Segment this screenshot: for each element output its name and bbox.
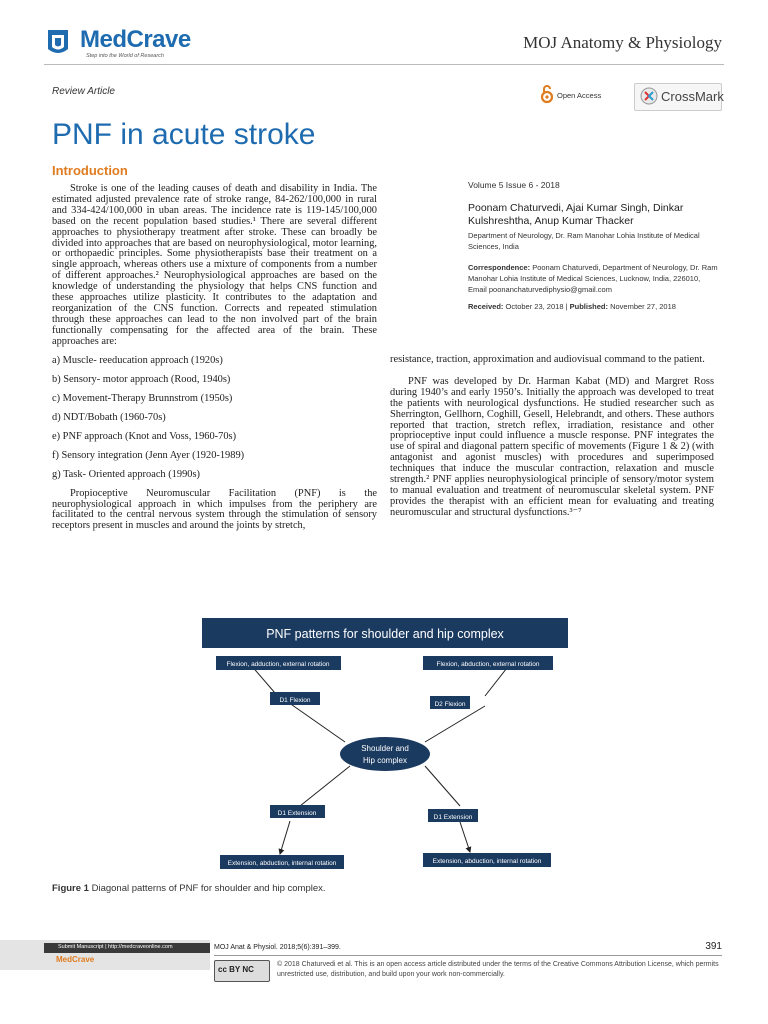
footer-divider <box>214 955 722 956</box>
received-label: Received: <box>468 302 504 311</box>
list-item: g) Task- Oriented approach (1990s) <box>52 468 200 480</box>
authors: Poonam Chaturvedi, Ajai Kumar Singh, Dinkar Kulshreshtha, Anup Kumar Thacker <box>468 202 684 227</box>
list-item: b) Sensory- motor approach (Rood, 1940s) <box>52 373 231 385</box>
article-dates: Received: October 23, 2018 | Published: November 27, 2018 <box>468 302 676 311</box>
arrow <box>460 822 470 852</box>
list-item: f) Sensory integration (Jenn Ayer (1920-1989) <box>52 449 245 461</box>
list-item: a) Muscle- reeducation approach (1920s) <box>52 354 223 366</box>
open-access-icon <box>540 84 554 104</box>
submit-manuscript-link[interactable]: Submit Manuscript | http://medcraveonline.com <box>58 944 173 950</box>
header-divider <box>44 64 724 65</box>
bottom-right-label: Extension, abduction, internal rotation <box>432 858 542 865</box>
volume-issue: Volume 5 Issue 6 - 2018 <box>468 180 560 190</box>
published-label: Published: <box>569 302 608 311</box>
connector <box>425 766 460 806</box>
approaches-list <box>52 356 377 481</box>
page-number: 391 <box>705 941 722 952</box>
list-item: e) PNF approach (Knot and Voss, 1960-70s) <box>52 430 237 442</box>
citation: MOJ Anat & Physiol. 2018;5(6):391‒399. <box>214 944 341 951</box>
logo-name: MedCrave <box>80 26 191 53</box>
d1-flexion-label: D1 Flexion <box>279 697 311 704</box>
intro-paragraph-2: Propioceptive Neuromuscular Facilitation (PNF) is the neurophysiological approach in which impulses from the periphery are facilitated to the central nervous system through the stimulation of sensory receptors present in muscles and around the joints by stretch, <box>52 487 377 532</box>
list-item: c) Movement-Therapy Brunnstrom (1950s) <box>52 392 233 404</box>
top-left-label: Flexion, adduction, external rotation <box>226 661 330 668</box>
published-date: November 27, 2018 <box>610 302 676 311</box>
footer-logo: MedCrave <box>56 955 95 964</box>
license-text: © 2018 Chaturvedi et al. This is an open access article distributed under the terms of the Creative Commons Attribution License, which permits unrestricted use, distribution, and build upon your work non-commercially. <box>277 961 719 978</box>
received-date: October 23, 2018 <box>505 302 564 311</box>
article-type: Review Article <box>52 86 115 97</box>
diagram-title: PNF patterns for shoulder and hip complex <box>266 627 504 641</box>
correspondence-text: Poonam Chaturvedi, Department of Neurology, Dr. Ram Manohar Lohia Institute of Medical Sciences, Lucknow, India, 226010, <box>468 263 718 283</box>
email-label: Email <box>468 285 487 294</box>
figure-caption-text: Diagonal patterns of PNF for shoulder and hip complex. <box>88 883 326 894</box>
correspondence <box>468 262 728 295</box>
medcrave-logo-icon <box>44 27 72 57</box>
center-node-line1: Shoulder and <box>361 744 409 753</box>
arrow <box>280 821 290 854</box>
d1-extension-label: D1 Extension <box>277 810 317 817</box>
right-column <box>390 355 714 519</box>
connector <box>300 766 350 806</box>
d2-flexion-label: D2 Flexion <box>434 701 466 708</box>
bottom-left-label: Extension, abduction, internal rotation <box>227 860 337 867</box>
connector <box>425 706 485 742</box>
connector <box>285 700 345 742</box>
article-info <box>468 180 728 311</box>
intro-paragraph-1: Stroke is one of the leading causes of death and disability in India. The estimated adjusted prevalence rate of stroke range, 84-262/100,000 in rural and 334-424/100,000 in uban areas. The incidence rate is 119-145/100,000 based on the recent population based studies.¹ There are several different approaches to physiotherapy treatment after stroke. These can broadly be divided into approaches that are based on neurophysiological, motor learning, or orthopaedic principles. Some physiotherapists base their treatment on a single approach, whereas others use a mixture of components from a number of different approaches.² Neurophysiological approaches are based on the knowledge of understanding the physiology that helps CNS function and these approaches utilize plasticity. It contributes to the adaptation and reorganization of the CNS function. Corrects and repeated stimulation through these approaches can lead to the non involved part of the brain functionally compensating for the affected area of the brain. These approaches are: <box>52 183 377 347</box>
cc-license-label: cc BY NC <box>218 965 254 974</box>
figure-label: Figure 1 <box>52 883 89 894</box>
top-right-label: Flexion, abduction, external rotation <box>436 661 540 668</box>
figure-caption <box>52 883 326 894</box>
body-paragraph-1: resistance, traction, approximation and audiovisual command to the patient. <box>390 354 705 365</box>
d1-extension-right-label: D1 Extension <box>433 814 473 821</box>
list-item: d) NDT/Bobath (1960-70s) <box>52 411 166 423</box>
body-paragraph-2: PNF was developed by Dr. Harman Kabat (MD) and Margret Ross during 1940’s and early 1950’s. Initially the approach was developed to treat the patients with neurological dysfunctions. He studied researcher such as Sherrington, Gellhorn, Coghill, Gesell, Helebrandt, and others. These authors reported that traction, stretch reflex, irradiation, resistance and other proprioceptive input could influence a muscle response. PNF integrates the use of spiral and diagonal pattern specific of movements (Figure 1 & 2) (with antagonist and agonist muscles) with procedures and superimposed techniques that induce the muscular contraction, relaxation and muscle strength.² PNF applies neurophysiological principle of sensory/motor system to manual evaluation and treatment of neuromuscular skeletal system. PNF provides the therapist with an efficient mean for evaluating and treating neuromuscular and structural dysfunctions.³⁻⁷ <box>390 375 714 518</box>
center-node <box>340 737 430 771</box>
article-title: PNF in acute stroke <box>52 118 316 151</box>
journal-name: MOJ Anatomy & Physiology <box>523 33 722 52</box>
crossmark-icon <box>640 87 658 105</box>
center-node-line2: Hip complex <box>362 756 408 765</box>
crossmark-label: CrossMark <box>661 89 724 104</box>
pnf-diagram <box>200 616 570 876</box>
open-access-label: Open Access <box>557 91 602 100</box>
section-heading: Introduction <box>52 163 128 178</box>
correspondence-label: Correspondence: <box>468 263 531 272</box>
email-link[interactable]: poonanchaturvediphysio@gmail.com <box>488 285 612 294</box>
left-column <box>52 184 377 532</box>
logo-tagline: Step into the World of Research <box>86 53 164 59</box>
affiliation: Department of Neurology, Dr. Ram Manohar Lohia Institute of Medical Sciences, India <box>468 231 700 251</box>
